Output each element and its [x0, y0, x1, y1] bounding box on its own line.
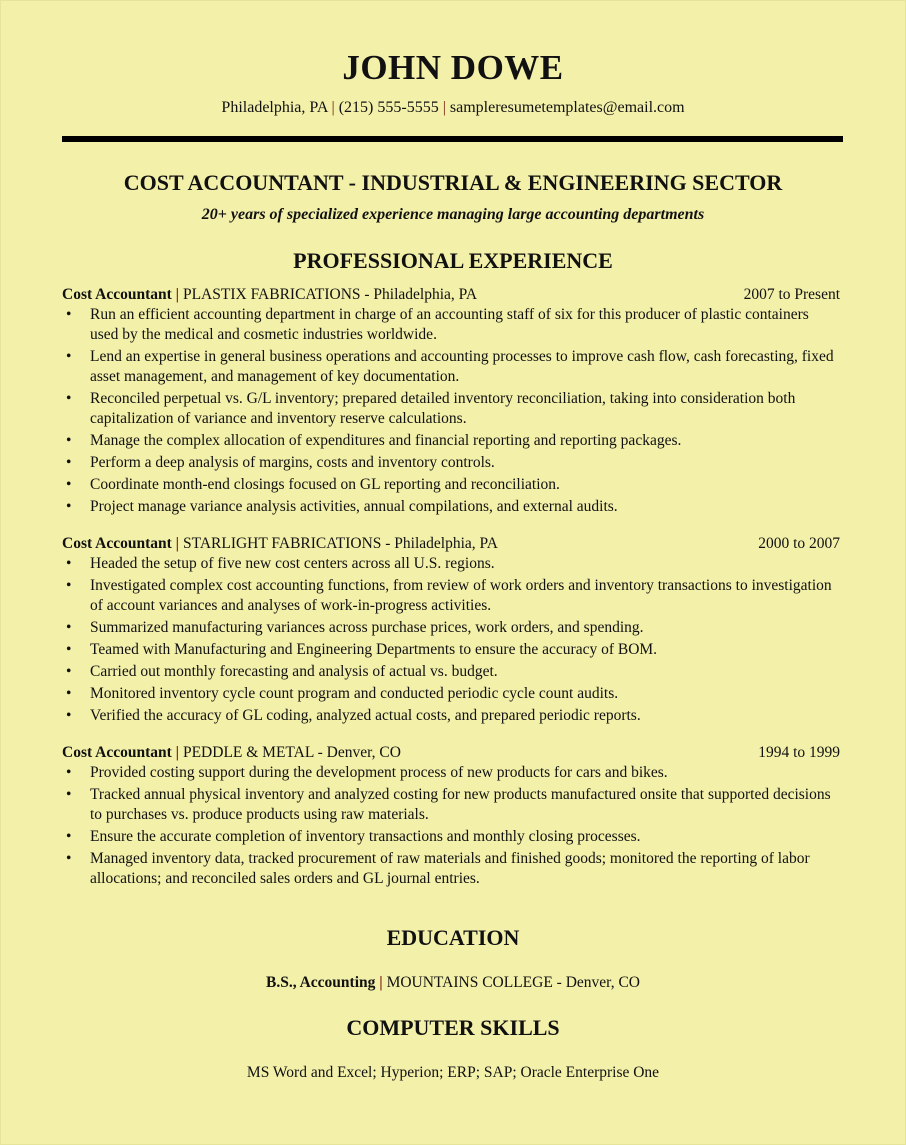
- job-entry: [62, 742, 840, 889]
- job-dates: 2000 to 2007: [758, 535, 840, 552]
- job-entry: [62, 284, 840, 517]
- school: MOUNTAINS COLLEGE - Denver, CO: [386, 974, 640, 991]
- phone: (215) 555-5555: [338, 99, 439, 116]
- job-dates: 1994 to 1999: [758, 744, 840, 761]
- bullet-item: • Lend an expertise in general business operations and accounting processes to improve cash flow, cash forecasting, fixed asset management, and management of key documentation.: [62, 347, 840, 387]
- job-role: Cost Accountant: [62, 286, 172, 303]
- education-heading: EDUCATION: [386, 925, 520, 950]
- job-dates: 2007 to Present: [743, 286, 840, 303]
- job-entry: [62, 533, 840, 726]
- bullet-item: • Headed the setup of five new cost centers across all U.S. regions.: [62, 554, 840, 574]
- separator: |: [175, 535, 180, 552]
- bullet-item: • Perform a deep analysis of margins, costs and inventory controls.: [62, 453, 840, 473]
- skills-heading: COMPUTER SKILLS: [346, 1015, 560, 1040]
- bullet-item: • Provided costing support during the development process of new products for cars and bikes.: [62, 763, 840, 783]
- separator: |: [379, 974, 383, 991]
- separator: |: [331, 99, 335, 116]
- education-entry: [0, 974, 906, 992]
- job-header: [62, 284, 840, 305]
- degree: B.S., Accounting: [266, 974, 376, 991]
- bullet-item: • Coordinate month-end closings focused on GL reporting and reconciliation.: [62, 475, 840, 495]
- bullet-item: • Monitored inventory cycle count program and conducted periodic cycle count audits.: [62, 684, 840, 704]
- separator: |: [175, 744, 180, 761]
- job-company: PEDDLE & METAL - Denver, CO: [182, 744, 401, 761]
- bullet-item: • Summarized manufacturing variances across purchase prices, work orders, and spending.: [62, 618, 840, 638]
- email: sampleresumetemplates@email.com: [449, 99, 685, 116]
- candidate-name: JOHN DOWE: [342, 48, 564, 87]
- location: Philadelphia, PA: [221, 99, 328, 116]
- experience-list: [62, 284, 840, 905]
- skills-text: MS Word and Excel; Hyperion; ERP; SAP; Oracle Enterprise One: [246, 1064, 660, 1081]
- contact-line: [0, 99, 906, 117]
- job-company: PLASTIX FABRICATIONS - Philadelphia, PA: [182, 286, 478, 303]
- experience-heading: PROFESSIONAL EXPERIENCE: [293, 248, 613, 273]
- job-bullets: [62, 305, 840, 517]
- tagline: 20+ years of specialized experience managing large accounting departments: [201, 206, 705, 223]
- bullet-item: • Run an efficient accounting department in charge of an accounting staff of six for this producer of plastic containers used by the medical and cosmetic industries worldwide.: [62, 305, 840, 345]
- headline: COST ACCOUNTANT - INDUSTRIAL & ENGINEERING SECTOR: [123, 170, 783, 195]
- bullet-item: • Project manage variance analysis activities, annual compilations, and external audits.: [62, 497, 840, 517]
- job-company: STARLIGHT FABRICATIONS - Philadelphia, PA: [182, 535, 498, 552]
- separator: |: [175, 286, 180, 303]
- bullet-item: • Reconciled perpetual vs. G/L inventory; prepared detailed inventory reconciliation, taking into consideration both capitalization of variance and inventory reserve calculations.: [62, 389, 840, 429]
- job-role: Cost Accountant: [62, 535, 172, 552]
- bullet-item: • Verified the accuracy of GL coding, analyzed actual costs, and prepared periodic reports.: [62, 706, 840, 726]
- bullet-item: • Ensure the accurate completion of inventory transactions and monthly closing processes.: [62, 827, 840, 847]
- bullet-item: • Tracked annual physical inventory and analyzed costing for new products manufactured onsite that supported decisions to purchases vs. produce products using raw materials.: [62, 785, 840, 825]
- job-header: [62, 742, 840, 763]
- job-bullets: [62, 763, 840, 889]
- separator: |: [442, 99, 446, 116]
- header-divider: [62, 136, 843, 142]
- bullet-item: • Investigated complex cost accounting functions, from review of work orders and inventory transactions to investigation of account variances and analyses of work-in-progress activities.: [62, 576, 840, 616]
- job-bullets: [62, 554, 840, 726]
- job-header: [62, 533, 840, 554]
- bullet-item: • Manage the complex allocation of expenditures and financial reporting and reporting packages.: [62, 431, 840, 451]
- bullet-item: • Carried out monthly forecasting and analysis of actual vs. budget.: [62, 662, 840, 682]
- bullet-item: • Managed inventory data, tracked procurement of raw materials and finished goods; monitored the reporting of labor allocations; and reconciled sales orders and GL journal entries.: [62, 849, 840, 889]
- bullet-item: • Teamed with Manufacturing and Engineering Departments to ensure the accuracy of BOM.: [62, 640, 840, 660]
- job-role: Cost Accountant: [62, 744, 172, 761]
